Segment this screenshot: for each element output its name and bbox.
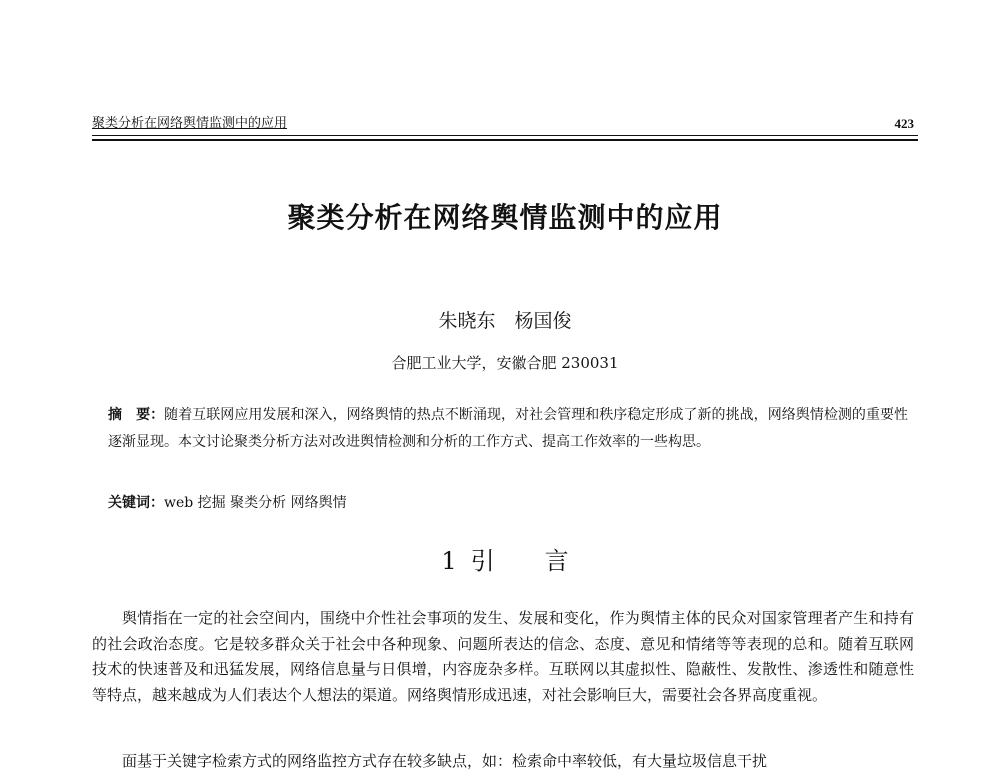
running-title: 聚类分析在网络舆情监测中的应用	[92, 116, 288, 131]
authors: 朱晓东 杨国俊	[438, 310, 572, 332]
keywords-text: web 挖掘 聚类分析 网络舆情	[164, 495, 347, 511]
section-title-part2: 言	[544, 547, 569, 575]
abstract-text: 随着互联网应用发展和深入，网络舆情的热点不断涌现，对社会管理和秩序稳定形成了新的挑战，网络舆情检测的重要性逐渐显现。本文讨论聚类分析方法对改进舆情检测和分析的工作方式、提高工作效率的一些构思。	[108, 407, 909, 450]
page-number: 423	[894, 116, 914, 131]
affiliation: 合肥工业大学，安徽合肥 230031	[391, 354, 619, 372]
running-header	[92, 114, 918, 134]
keywords	[108, 490, 908, 516]
header-rule-thick	[92, 139, 918, 141]
keywords-label: 关键词：	[108, 495, 164, 511]
section-heading	[92, 544, 918, 578]
abstract-label: 摘 要：	[108, 407, 165, 423]
body-paragraph-cutoff: 面基于关键字检索方式的网络监控方式存在较多缺点，如：检索命中率较低，有大量垃圾信息干扰	[122, 752, 768, 770]
section-title-part1: 引	[470, 547, 495, 575]
section-number: 1	[441, 547, 457, 575]
paper-title: 聚类分析在网络舆情监测中的应用	[287, 201, 723, 234]
header-rule-thin	[92, 135, 918, 136]
body-paragraph: 舆情指在一定的社会空间内，围绕中介性社会事项的发生、发展和变化，作为舆情主体的民众对国家管理者产生和持有的社会政治态度。它是较多群众关于社会中各种现象、问题所表达的信念、态度、意见和情绪等等表现的总和。随着互联网技术的快速普及和迅猛发展，网络信息量与日俱增，内容庞杂多样。互联网以其虚拟性、隐蔽性、发散性、渗透性和随意性等特点，越来越成为人们表达个人想法的渠道。网络舆情形成迅速，对社会影响巨大，需要社会各界高度重视。	[92, 609, 914, 704]
abstract	[108, 402, 908, 456]
